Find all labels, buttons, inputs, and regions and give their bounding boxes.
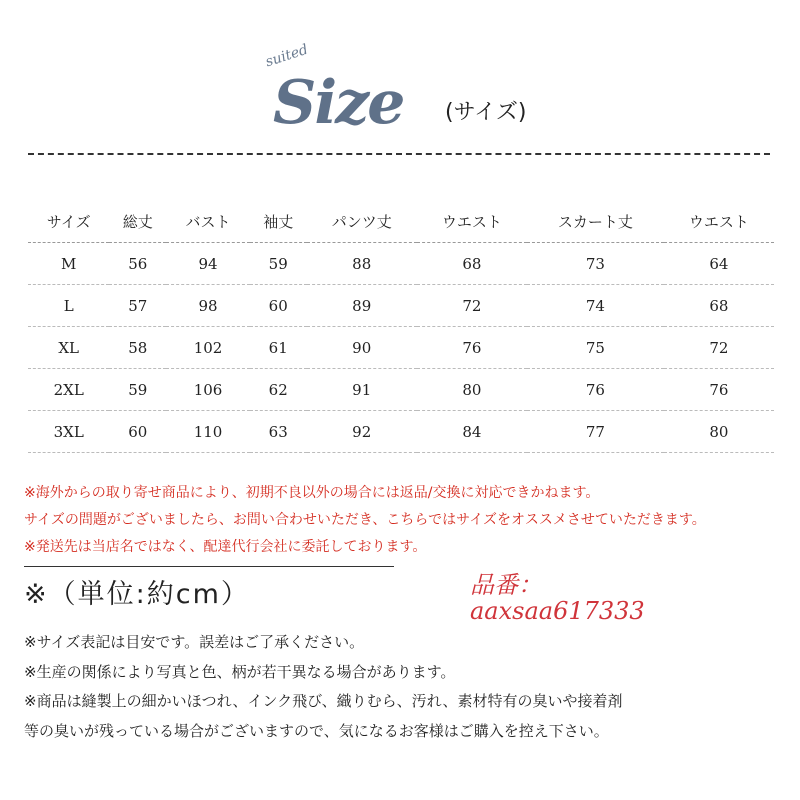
size-cell: 3XL	[28, 411, 109, 453]
value-cell: 64	[664, 243, 774, 285]
unit-label: ※（単位:約cm）	[24, 579, 250, 610]
notes	[24, 628, 622, 746]
col-header: 総丈	[109, 200, 166, 243]
divider	[24, 566, 394, 567]
table-row	[28, 243, 774, 285]
value-cell: 75	[527, 327, 664, 369]
note: ※サイズ表記は目安です。誤差はご了承ください。	[24, 633, 365, 651]
col-header: 袖丈	[250, 200, 307, 243]
col-header: サイズ	[28, 200, 109, 243]
red-note: ※発送先は当店名ではなく、配達代行会社に委託しております。	[24, 539, 427, 555]
col-header: ウエスト	[664, 200, 774, 243]
value-cell: 90	[307, 327, 417, 369]
size-title: Size	[273, 68, 404, 138]
value-cell: 102	[166, 327, 250, 369]
value-cell: 89	[307, 285, 417, 327]
value-cell: 98	[166, 285, 250, 327]
watermark-line2: aaxsaa617333	[470, 597, 645, 625]
value-cell: 80	[664, 411, 774, 453]
watermark-line1: 品番：	[470, 571, 542, 599]
value-cell: 59	[109, 369, 166, 411]
value-cell: 76	[527, 369, 664, 411]
value-cell: 57	[109, 285, 166, 327]
red-note: ※海外からの取り寄せ商品により、初期不良以外の場合には返品/交換に対応できかねます。	[24, 485, 600, 501]
red-notes	[24, 480, 794, 561]
value-cell: 56	[109, 243, 166, 285]
suited-label: suited	[263, 41, 310, 71]
value-cell: 68	[417, 243, 527, 285]
value-cell: 110	[166, 411, 250, 453]
value-cell: 63	[250, 411, 307, 453]
red-note: サイズの問題がございましたら、お問い合わせいただき、こちらではサイズをオススメさせていただきます。	[24, 512, 706, 528]
note: 等の臭いが残っている場合がございますので、気になるお客様はご購入を控え下さい。	[24, 721, 609, 740]
value-cell: 58	[109, 327, 166, 369]
value-cell: 76	[417, 327, 527, 369]
value-cell: 74	[527, 285, 664, 327]
dashed-divider	[28, 153, 770, 155]
table-row	[28, 369, 774, 411]
table-row	[28, 327, 774, 369]
value-cell: 68	[664, 285, 774, 327]
value-cell: 77	[527, 411, 664, 453]
col-header: スカート丈	[527, 200, 664, 243]
value-cell: 59	[250, 243, 307, 285]
value-cell: 60	[250, 285, 307, 327]
size-cell: L	[28, 285, 109, 327]
table-row	[28, 411, 774, 453]
value-cell: 72	[664, 327, 774, 369]
size-title-kana: (サイズ)	[445, 100, 527, 125]
value-cell: 80	[417, 369, 527, 411]
value-cell: 94	[166, 243, 250, 285]
size-header	[255, 41, 585, 150]
col-header: バスト	[166, 200, 250, 243]
col-header: ウエスト	[417, 200, 527, 243]
value-cell: 62	[250, 369, 307, 411]
note: ※商品は縫製上の細かいほつれ、インク飛び、織りむら、汚れ、素材特有の臭いや接着剤	[24, 692, 623, 710]
watermark	[470, 572, 645, 624]
size-cell: XL	[28, 327, 109, 369]
value-cell: 60	[109, 411, 166, 453]
value-cell: 76	[664, 369, 774, 411]
col-header: パンツ丈	[307, 200, 417, 243]
size-cell: 2XL	[28, 369, 109, 411]
table-header-row	[28, 200, 774, 243]
value-cell: 88	[307, 243, 417, 285]
table-row	[28, 285, 774, 327]
value-cell: 72	[417, 285, 527, 327]
note: ※生産の関係により写真と色、柄が若干異なる場合があります。	[24, 662, 456, 681]
value-cell: 91	[307, 369, 417, 411]
value-cell: 84	[417, 411, 527, 453]
value-cell: 61	[250, 327, 307, 369]
value-cell: 106	[166, 369, 250, 411]
size-cell: M	[28, 243, 109, 285]
value-cell: 73	[527, 243, 664, 285]
size-table	[28, 200, 774, 453]
value-cell: 92	[307, 411, 417, 453]
